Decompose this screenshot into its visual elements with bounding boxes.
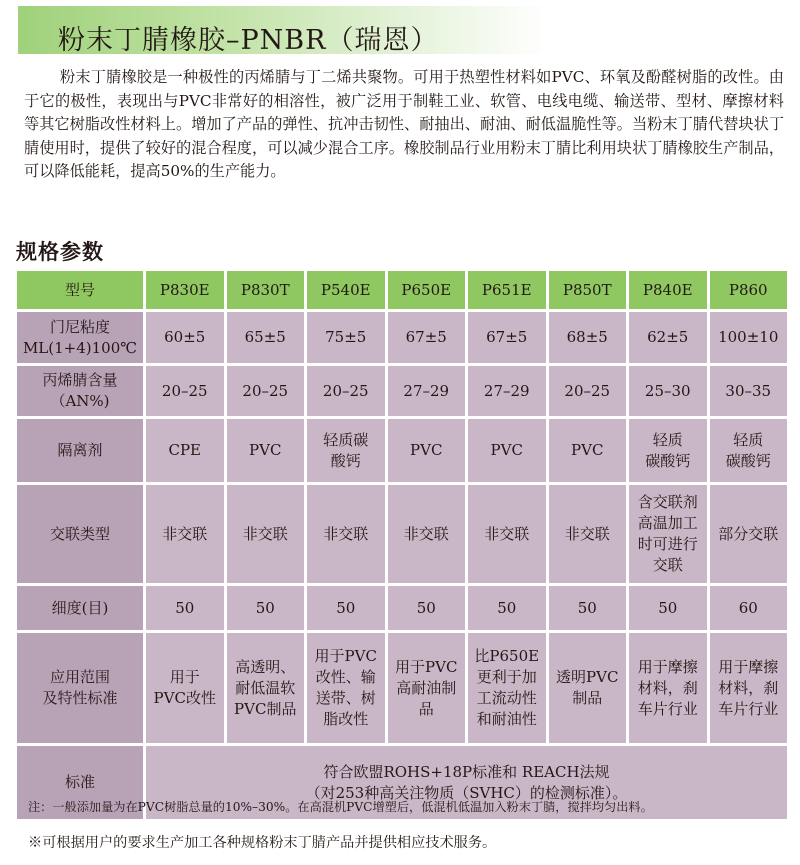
table-cell — [227, 419, 305, 482]
header-label-cell: 型号 — [17, 271, 143, 309]
cell-line: 20–25 — [242, 381, 289, 400]
model-header: P540E — [307, 271, 385, 309]
table-cell — [549, 419, 627, 482]
intro-paragraph: 粉末丁腈橡胶是一种极性的丙烯腈与丁二烯共聚物。可用于热塑性材料如PVC、环氧及酚醛树脂的改性。由于它的极性，表现出与PVC非常好的相溶性，被广泛用于制鞋工业、软管、电线电缆、输送带、型材、摩擦材料等其它树脂改性材料上。增加了产品的弹性、抗冲击韧性、耐抽出、耐油、耐低温脆性等。当粉末丁腈代替块状丁腈使用时，提供了较好的混合程度，可以减少混合工序。橡胶制品行业用粉末丁腈比利用块状丁腈橡胶生产制品，可以降低能耗，提高50%的生产能力。 — [24, 68, 784, 180]
cell-line: PVC改性 — [153, 689, 216, 707]
cell-line: 酸钙 — [330, 451, 361, 470]
row-label-cell — [17, 586, 143, 630]
cell-line: 车片行业 — [637, 699, 698, 718]
cell-line: 车片行业 — [718, 699, 779, 718]
table-cell — [388, 419, 466, 482]
cell-line: 材料，刹 — [637, 678, 698, 697]
cell-line: PVC制品 — [234, 699, 297, 718]
model-header: P830T — [227, 271, 305, 309]
table-cell — [307, 312, 385, 363]
cell-line: 20–25 — [564, 381, 611, 400]
section-title: 规格参数 — [16, 240, 104, 264]
cell-line: 67±5 — [405, 328, 447, 346]
cell-line: 27–29 — [483, 381, 530, 400]
cell-line: 62±5 — [647, 328, 689, 346]
cell-line: 耐低温软 — [235, 678, 296, 697]
cell-line: 用于PVC — [395, 657, 458, 676]
table-cell — [629, 633, 707, 743]
cell-line: 用于 — [169, 668, 200, 686]
cell-line: 改性、输 — [315, 668, 376, 686]
model-header: P850T — [549, 271, 627, 309]
table-row — [17, 312, 787, 363]
table-cell — [629, 419, 707, 482]
cell-line: 时可进行 — [637, 535, 698, 553]
cell-line: 27–29 — [403, 381, 450, 400]
table-row — [17, 366, 787, 416]
row-label-line: （AN%) — [50, 392, 110, 410]
table-cell — [227, 586, 305, 630]
cell-line: 品 — [418, 699, 434, 718]
cell-line: 67±5 — [486, 328, 528, 346]
cell-line: PVC — [410, 441, 443, 459]
cell-line: 轻质 — [652, 430, 683, 449]
table-cell — [146, 633, 224, 743]
cell-line: 60 — [738, 598, 758, 617]
cell-line: PVC — [490, 441, 523, 459]
row-label-cell — [17, 633, 143, 743]
table-cell — [710, 586, 788, 630]
cell-line: 部分交联 — [718, 524, 779, 543]
table-cell — [468, 419, 546, 482]
table-cell — [710, 633, 788, 743]
row-label-cell — [17, 419, 143, 482]
table-cell — [227, 633, 305, 743]
cell-line: 75±5 — [325, 328, 367, 346]
cell-line: 轻质碳 — [323, 430, 369, 449]
cell-line: 50 — [658, 598, 678, 617]
table-cell — [307, 366, 385, 416]
cell-line: 25–30 — [644, 381, 691, 400]
table-cell — [549, 485, 627, 583]
cell-line: 50 — [497, 598, 517, 617]
cell-line: 用于摩擦 — [718, 657, 779, 676]
table-cell — [710, 485, 788, 583]
title-banner — [18, 6, 548, 54]
table-cell — [227, 485, 305, 583]
cell-line: 透明PVC — [556, 668, 619, 686]
cell-line: 更利于加 — [476, 668, 537, 686]
table-row — [17, 586, 787, 630]
table-header-row — [17, 271, 787, 309]
table-cell — [388, 312, 466, 363]
row-label-line: 细度(目) — [51, 598, 109, 617]
table-row — [17, 485, 787, 583]
cell-line: 用于摩擦 — [637, 657, 698, 676]
table-cell — [629, 485, 707, 583]
row-label-line: ML(1+4)100℃ — [22, 338, 138, 357]
table-cell — [549, 366, 627, 416]
cell-line: 脂改性 — [323, 710, 369, 728]
cell-line: 比P650E — [474, 647, 540, 665]
table-cell — [710, 419, 788, 482]
table-cell — [468, 586, 546, 630]
table-cell — [388, 586, 466, 630]
table-cell — [549, 633, 627, 743]
table-cell — [146, 366, 224, 416]
table-cell — [307, 633, 385, 743]
table-cell — [468, 312, 546, 363]
spec-table — [14, 268, 790, 822]
cell-line: 高耐油制 — [396, 678, 457, 697]
row-label-line: 及特性标准 — [42, 689, 118, 707]
cell-line: 制品 — [572, 689, 603, 707]
cell-line: 50 — [175, 598, 195, 617]
cell-line: 非交联 — [484, 524, 530, 543]
table-cell — [388, 633, 466, 743]
cell-line: 60±5 — [164, 328, 206, 346]
cell-line: 非交联 — [403, 524, 449, 543]
table-cell — [146, 419, 224, 482]
cell-line: 20–25 — [161, 381, 208, 400]
service-note: ※可根据用户的要求生产加工各种规格粉末丁腈产品并提供相应技术服务。 — [28, 835, 497, 851]
cell-line: 碳酸钙 — [645, 451, 691, 470]
cell-line: 工流动性 — [476, 689, 537, 707]
table-cell — [549, 312, 627, 363]
row-label-line: 门尼粘度 — [49, 317, 110, 336]
cell-line: 用于PVC — [314, 647, 377, 665]
table-cell — [710, 366, 788, 416]
cell-line: 非交联 — [242, 524, 288, 543]
table-cell — [227, 312, 305, 363]
model-header: P840E — [629, 271, 707, 309]
standard-label-cell: 标准 — [17, 746, 143, 819]
cell-line: 碳酸钙 — [725, 451, 771, 470]
cell-line: CPE — [168, 441, 202, 459]
table-cell — [227, 366, 305, 416]
cell-line: 材料，刹 — [718, 678, 779, 697]
table-cell — [629, 586, 707, 630]
row-label-line: 应用范围 — [49, 668, 110, 686]
cell-line: 50 — [416, 598, 436, 617]
cell-line: 交联 — [652, 556, 683, 574]
cell-line: 100±10 — [718, 328, 779, 346]
row-label-cell — [17, 366, 143, 416]
table-row — [17, 633, 787, 743]
usage-note: 注：一般添加量为在PVC树脂总量的10%–30%。在高混机PVC增塑后，低混机低温加入粉末丁腈，搅拌均匀出料。 — [28, 800, 653, 814]
cell-line: 68±5 — [566, 328, 608, 346]
table-cell — [468, 366, 546, 416]
cell-line: 非交联 — [323, 524, 369, 543]
model-header: P650E — [388, 271, 466, 309]
model-header: P651E — [468, 271, 546, 309]
table-cell — [468, 633, 546, 743]
model-header: P830E — [146, 271, 224, 309]
cell-line: 非交联 — [162, 524, 208, 543]
cell-line: 送带、树 — [315, 689, 376, 707]
table-cell — [146, 485, 224, 583]
standard-line: （对253种高关注物质（SVHC）的检测标准）。 — [305, 783, 628, 802]
table-cell — [388, 366, 466, 416]
cell-line: 含交联剂 — [637, 493, 698, 511]
cell-line: 高透明、 — [235, 657, 296, 676]
cell-line: PVC — [249, 441, 282, 459]
row-label-cell — [17, 312, 143, 363]
table-cell — [468, 485, 546, 583]
table-cell — [146, 312, 224, 363]
page-title: 粉末丁腈橡胶–PNBR（瑞恩） — [58, 25, 439, 56]
table-cell — [388, 485, 466, 583]
table-cell — [307, 419, 385, 482]
cell-line: 50 — [336, 598, 356, 617]
row-label-line: 丙烯腈含量 — [42, 371, 118, 389]
cell-line: 高温加工 — [637, 514, 698, 532]
cell-line: 20–25 — [322, 381, 369, 400]
table-row — [17, 419, 787, 482]
cell-line: 65±5 — [244, 328, 286, 346]
table-cell — [629, 366, 707, 416]
row-label-line: 交联类型 — [49, 524, 110, 543]
cell-line: 50 — [577, 598, 597, 617]
table-cell — [307, 485, 385, 583]
table-cell — [307, 586, 385, 630]
model-header: P860 — [710, 271, 788, 309]
cell-line: 非交联 — [564, 524, 610, 543]
table-cell — [146, 586, 224, 630]
cell-line: 50 — [255, 598, 275, 617]
cell-line: 和耐油性 — [476, 710, 537, 728]
cell-line: 轻质 — [733, 430, 764, 449]
spec-table-body — [17, 312, 787, 819]
row-label-line: 隔离剂 — [57, 441, 103, 459]
table-cell — [710, 312, 788, 363]
table-cell — [549, 586, 627, 630]
cell-line: PVC — [571, 441, 604, 459]
table-cell — [629, 312, 707, 363]
cell-line: 30–35 — [725, 381, 772, 400]
row-label-cell — [17, 485, 143, 583]
standard-line: 符合欧盟ROHS+18P标准和 REACH法规 — [323, 762, 610, 781]
